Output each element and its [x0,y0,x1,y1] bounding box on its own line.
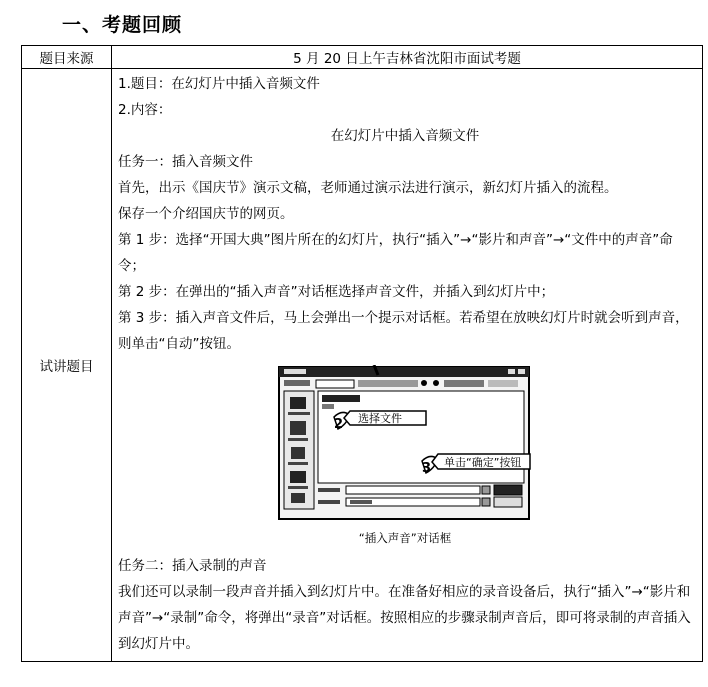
topic-content [112,69,703,662]
insert-sound-figure [118,365,692,547]
step3-number: 3 [422,461,432,476]
task-two-body: 我们还可以录制一段声音并插入到幻灯片中。在准备好相应的录音设备后，执行“插入”→“影片和声音”→“录制”命令，将弹出“录音”对话框。按照相应的步骤录制声音后，即可将录制的声音插入到幻灯片中。 [118,584,691,652]
topic-label: 试讲题目 [22,69,112,662]
task-one-heading: 任务一：插入音频文件 [118,154,253,170]
exam-table [21,45,703,662]
step-one: 第 1 步：选择“开国大典”图片所在的幻灯片，执行“插入”→“影片和声音”→“文件中的声音”命令； [118,232,673,274]
step-three: 第 3 步：插入声音文件后，马上会弹出一个提示对话框。若希望在放映幻灯片时就会听到声音，则单击“自动”按钮。 [118,310,689,352]
topic-title-line: 1.题目：在幻灯片中插入音频文件 [118,76,320,92]
source-value: 5 月 20 日上午吉林省沈阳市面试考题 [112,46,703,69]
task-two-heading: 任务二：插入录制的声音 [118,558,267,574]
intro-line: 首先，出示《国庆节》演示文稿，老师通过演示法进行演示，新幻灯片插入的流程。 [118,180,618,196]
source-row [22,46,703,69]
content-title: 在幻灯片中插入音频文件 [330,128,480,144]
step3-label: 单击“确定”按钮 [444,456,522,469]
insert-sound-dialog-illustration [276,365,534,525]
figure-caption: “插入声音”对话框 [358,531,452,545]
source-label: 题目来源 [22,46,112,69]
save-line: 保存一个介绍国庆节的网页。 [118,206,294,222]
section-heading: 一、考题回顾 [62,14,183,36]
step2-number: 2 [334,417,344,432]
topic-row [22,69,703,662]
content-label-line: 2.内容： [118,102,172,118]
step-two: 第 2 步：在弹出的“插入声音”对话框选择声音文件，并插入到幻灯片中； [118,284,555,300]
step2-label: 选择文件 [358,412,402,425]
